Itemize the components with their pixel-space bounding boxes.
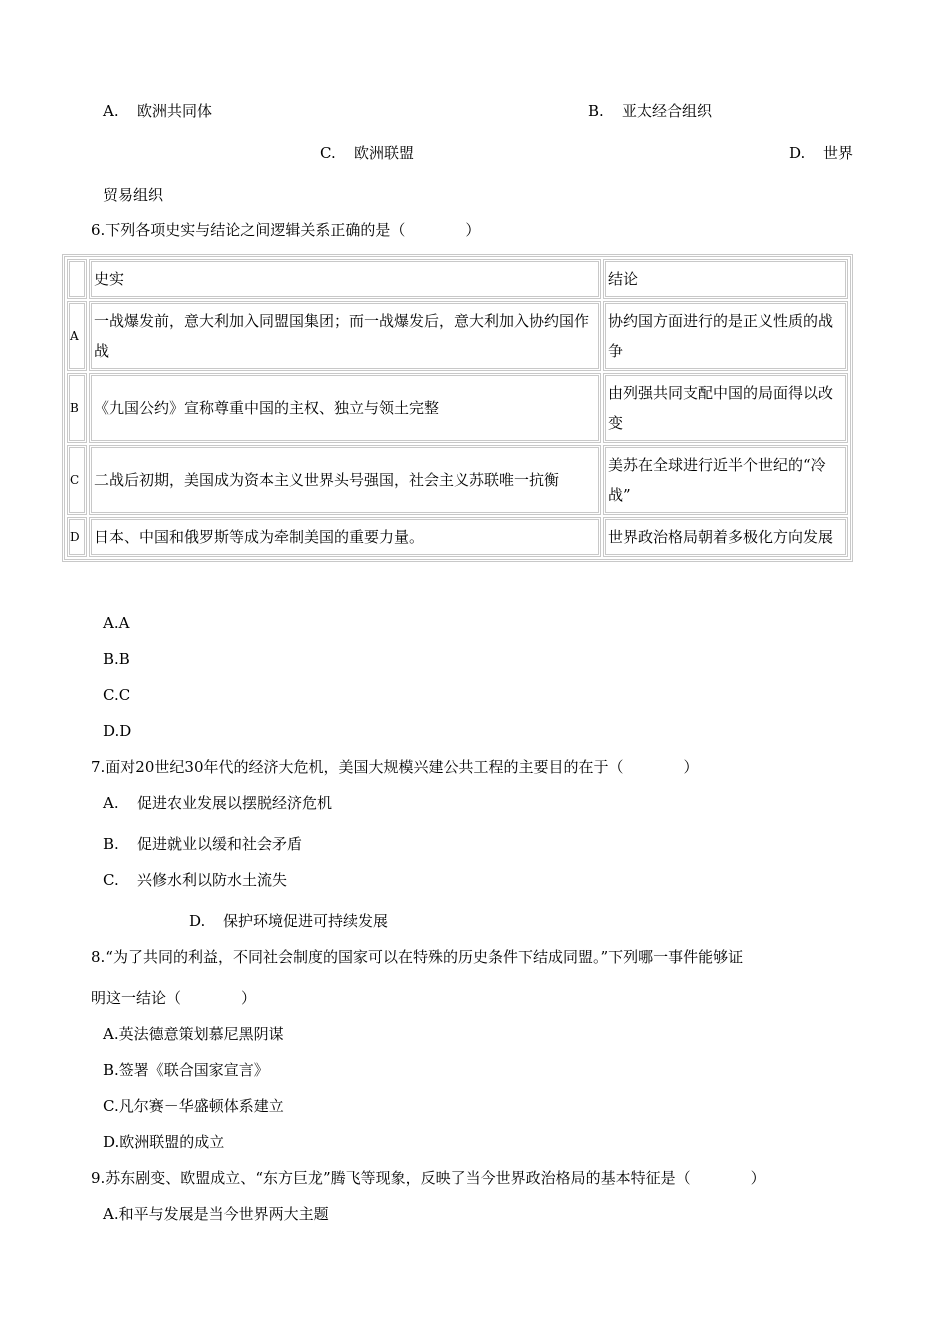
q6-stem: 6.下列各项史实与结论之间逻辑关系正确的是（ ） <box>91 221 481 239</box>
q8-option-c: C.凡尔赛－华盛顿体系建立 <box>103 1097 284 1115</box>
row-fact: 二战后初期，美国成为资本主义世界头号强国，社会主义苏联唯一抗衡 <box>89 445 601 515</box>
q5-option-a-label: A. <box>103 102 119 120</box>
q6-option-b: B.B <box>103 650 130 668</box>
q8-stem-line1: 8.“为了共同的利益，不同社会制度的国家可以在特殊的历史条件下结成同盟。”下列哪一事件能够证 <box>91 948 744 966</box>
q5-option-a-text: 欧洲共同体 <box>137 102 213 120</box>
q6-option-a: A.A <box>103 614 130 632</box>
q7-stem: 7.面对20世纪30年代的经济大危机，美国大规模兴建公共工程的主要目的在于（ ） <box>91 758 699 776</box>
row-conclusion: 美苏在全球进行近半个世纪的“冷战” <box>603 445 848 515</box>
q6-option-c: C.C <box>103 686 131 704</box>
q5-option-d <box>789 143 853 163</box>
q5-option-d-text: 世界 <box>823 144 854 162</box>
q7-option-b <box>103 834 302 854</box>
q7-option-d-text: 保护环境促进可持续发展 <box>223 912 389 930</box>
table-row <box>67 445 848 515</box>
q5-option-d-label: D. <box>789 144 806 162</box>
q5-option-b-text: 亚太经合组织 <box>622 102 713 120</box>
q5-option-b <box>588 101 712 121</box>
row-fact: 一战爆发前，意大利加入同盟国集团；而一战爆发后，意大利加入协约国作战 <box>89 301 601 371</box>
q5-option-d-continuation: 贸易组织 <box>103 186 164 204</box>
row-conclusion: 协约国方面进行的是正义性质的战争 <box>603 301 848 371</box>
q5-option-c-label: C. <box>320 144 336 162</box>
table-header-key <box>67 259 87 299</box>
table-header-fact: 史实 <box>89 259 601 299</box>
q8-stem-line2: 明这一结论（ ） <box>91 989 257 1007</box>
q7-option-b-label: B. <box>103 835 119 853</box>
table-header-conclusion: 结论 <box>603 259 848 299</box>
q8-option-b: B.签署《联合国家宣言》 <box>103 1061 269 1079</box>
row-key: B <box>67 373 87 443</box>
q8-option-a: A.英法德意策划慕尼黑阴谋 <box>103 1025 284 1043</box>
q7-option-c-text: 兴修水利以防水土流失 <box>137 871 288 889</box>
q7-option-d <box>189 911 388 931</box>
q5-option-c <box>320 143 414 163</box>
q6-option-d: D.D <box>103 722 132 740</box>
q8-option-d: D.欧洲联盟的成立 <box>103 1133 225 1151</box>
q5-option-b-label: B. <box>588 102 604 120</box>
q9-stem: 9.苏东剧变、欧盟成立、“东方巨龙”腾飞等现象，反映了当今世界政治格局的基本特征是（ ） <box>91 1169 766 1187</box>
row-fact: 日本、中国和俄罗斯等成为牵制美国的重要力量。 <box>89 517 601 557</box>
q7-option-c <box>103 870 287 890</box>
q7-option-c-label: C. <box>103 871 119 889</box>
table-row <box>67 373 848 443</box>
q9-option-a: A.和平与发展是当今世界两大主题 <box>103 1205 329 1223</box>
table-row <box>67 517 848 557</box>
q7-option-a-label: A. <box>103 794 119 812</box>
row-fact: 《九国公约》宣称尊重中国的主权、独立与领土完整 <box>89 373 601 443</box>
q7-option-a <box>103 793 332 813</box>
q6-table <box>62 254 853 562</box>
q5-option-a <box>103 101 212 121</box>
row-key: A <box>67 301 87 371</box>
row-key: C <box>67 445 87 515</box>
q7-option-b-text: 促进就业以缓和社会矛盾 <box>137 835 303 853</box>
row-key: D <box>67 517 87 557</box>
q7-option-a-text: 促进农业发展以摆脱经济危机 <box>137 794 333 812</box>
row-conclusion: 由列强共同支配中国的局面得以改变 <box>603 373 848 443</box>
q5-option-c-text: 欧洲联盟 <box>354 144 415 162</box>
q7-option-d-label: D. <box>189 912 206 930</box>
table-row <box>67 301 848 371</box>
table-header-row <box>67 259 848 299</box>
row-conclusion: 世界政治格局朝着多极化方向发展 <box>603 517 848 557</box>
